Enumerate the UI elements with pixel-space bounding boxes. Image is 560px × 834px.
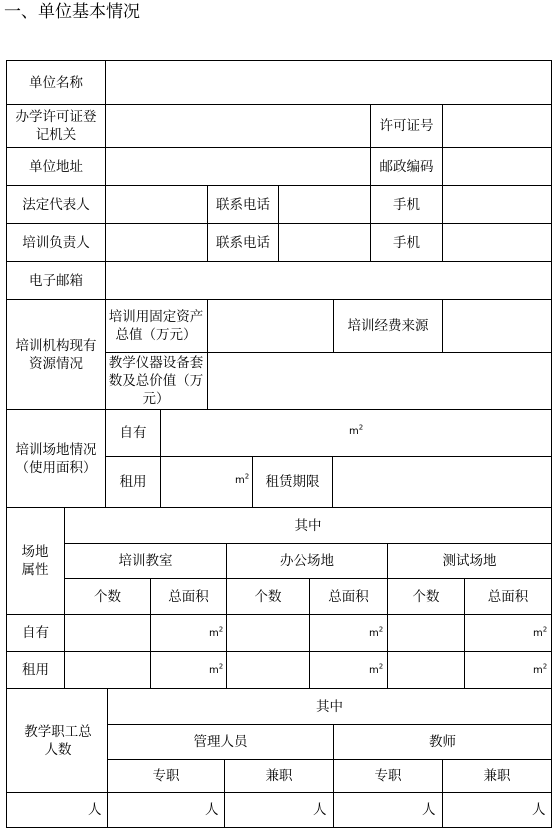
- sqm-unit-exponent: 2: [218, 662, 224, 671]
- license-no-field[interactable]: [443, 105, 551, 147]
- count-header: 个数: [254, 588, 282, 605]
- fixed-assets-field[interactable]: [208, 300, 333, 352]
- parttime-header: 兼职: [483, 768, 511, 784]
- instruments-field[interactable]: [208, 353, 551, 409]
- table-border-right: [551, 60, 552, 828]
- managers-label: 管理人员: [193, 734, 248, 750]
- resources-label: 培训机构现有资源情况: [15, 337, 97, 372]
- phone-label: 联系电话: [216, 234, 270, 251]
- sqm-unit-exponent: 2: [358, 423, 364, 432]
- of-which-label: 其中: [294, 517, 322, 534]
- sqm-unit: [235, 472, 250, 487]
- total-area-header: 总面积: [328, 588, 369, 605]
- sqm-unit: [209, 662, 224, 677]
- lease-term-field[interactable]: [333, 457, 551, 507]
- teachers-label: 教师: [429, 734, 456, 750]
- person-unit: 人: [532, 802, 546, 818]
- sqm-unit-exponent: 2: [218, 625, 224, 634]
- sqm-unit: [349, 423, 364, 438]
- rented-label: 租用: [119, 474, 147, 490]
- unit-name-field[interactable]: [106, 61, 551, 104]
- license-authority-field[interactable]: [106, 105, 370, 147]
- total-area-header: 总面积: [487, 588, 529, 605]
- person-unit: 人: [205, 802, 219, 818]
- sqm-unit-exponent: 2: [542, 662, 548, 671]
- sqm-unit-exponent: 2: [244, 472, 250, 481]
- site-area-label: 培训场地情况（使用面积）: [15, 441, 97, 476]
- lease-term-label: 租赁期限: [265, 474, 320, 490]
- fulltime-header: 专职: [152, 768, 180, 784]
- rented-row-label: 租用: [22, 662, 49, 678]
- total-area-header: 总面积: [168, 588, 209, 605]
- sqm-unit-base: m: [369, 628, 379, 639]
- person-unit: 人: [422, 802, 436, 818]
- address-label: 单位地址: [29, 158, 83, 175]
- mobile-label: 手机: [393, 196, 420, 213]
- sqm-unit-base: m: [209, 665, 219, 676]
- email-field[interactable]: [106, 262, 551, 299]
- sqm-unit-exponent: 2: [378, 662, 384, 671]
- license-no-label: 许可证号: [379, 118, 434, 134]
- sqm-unit-exponent: 2: [542, 625, 548, 634]
- address-field[interactable]: [106, 148, 370, 185]
- person-unit: 人: [313, 802, 327, 818]
- mobile-label: 手机: [393, 234, 420, 251]
- parttime-header: 兼职: [265, 768, 293, 784]
- postcode-label: 邮政编码: [379, 158, 434, 175]
- count-header: 个数: [94, 588, 121, 605]
- of-which-label: 其中: [316, 698, 343, 715]
- sqm-unit: [369, 625, 384, 640]
- unit-name-label: 单位名称: [29, 74, 83, 91]
- sqm-unit-base: m: [533, 628, 543, 639]
- sqm-unit-base: m: [369, 665, 379, 676]
- training-head-field[interactable]: [106, 224, 207, 261]
- sqm-unit: [209, 625, 224, 640]
- row-rule: [6, 651, 552, 652]
- funding-source-label: 培训经费来源: [347, 318, 429, 334]
- sqm-unit: [533, 625, 548, 640]
- row-rule: [6, 614, 552, 615]
- sqm-unit-base: m: [209, 628, 219, 639]
- phone-field[interactable]: [279, 224, 370, 261]
- sqm-unit-base: m: [349, 426, 359, 437]
- owned-label: 自有: [119, 425, 147, 441]
- legal-rep-field[interactable]: [106, 186, 207, 223]
- phone-label: 联系电话: [216, 196, 270, 213]
- mobile-field[interactable]: [443, 224, 551, 261]
- sqm-unit: [369, 662, 384, 677]
- test-site-label: 测试场地: [442, 553, 497, 569]
- instruments-label: 教学仪器设备套数及总价值（万元）: [108, 355, 204, 407]
- staff-total-label: 教学职工总人数: [24, 723, 92, 758]
- fulltime-header: 专职: [374, 768, 402, 784]
- owned-row-label: 自有: [22, 625, 49, 641]
- sqm-unit-base: m: [533, 665, 543, 676]
- legal-rep-label: 法定代表人: [22, 196, 90, 213]
- count-header: 个数: [412, 588, 440, 605]
- funding-source-field[interactable]: [443, 300, 551, 352]
- person-unit: 人: [88, 802, 102, 818]
- col-rule: [107, 792, 108, 828]
- training-head-label: 培训负责人: [22, 234, 90, 251]
- sqm-unit-base: m: [235, 475, 245, 486]
- fixed-assets-label: 培训用固定资产总值（万元）: [108, 309, 204, 343]
- office-label: 办公场地: [280, 553, 334, 569]
- email-label: 电子邮箱: [29, 272, 83, 289]
- postcode-field[interactable]: [443, 148, 551, 185]
- sqm-unit: [533, 662, 548, 677]
- table-border-bottom: [6, 827, 552, 828]
- license-authority-label: 办学许可证登记机关: [15, 109, 97, 143]
- classroom-label: 培训教室: [118, 553, 173, 569]
- phone-field[interactable]: [279, 186, 370, 223]
- mobile-field[interactable]: [443, 186, 551, 223]
- site-attr-label: 场地属性: [21, 544, 49, 578]
- sqm-unit-exponent: 2: [378, 625, 384, 634]
- section-heading: 一、单位基本情况: [4, 2, 140, 22]
